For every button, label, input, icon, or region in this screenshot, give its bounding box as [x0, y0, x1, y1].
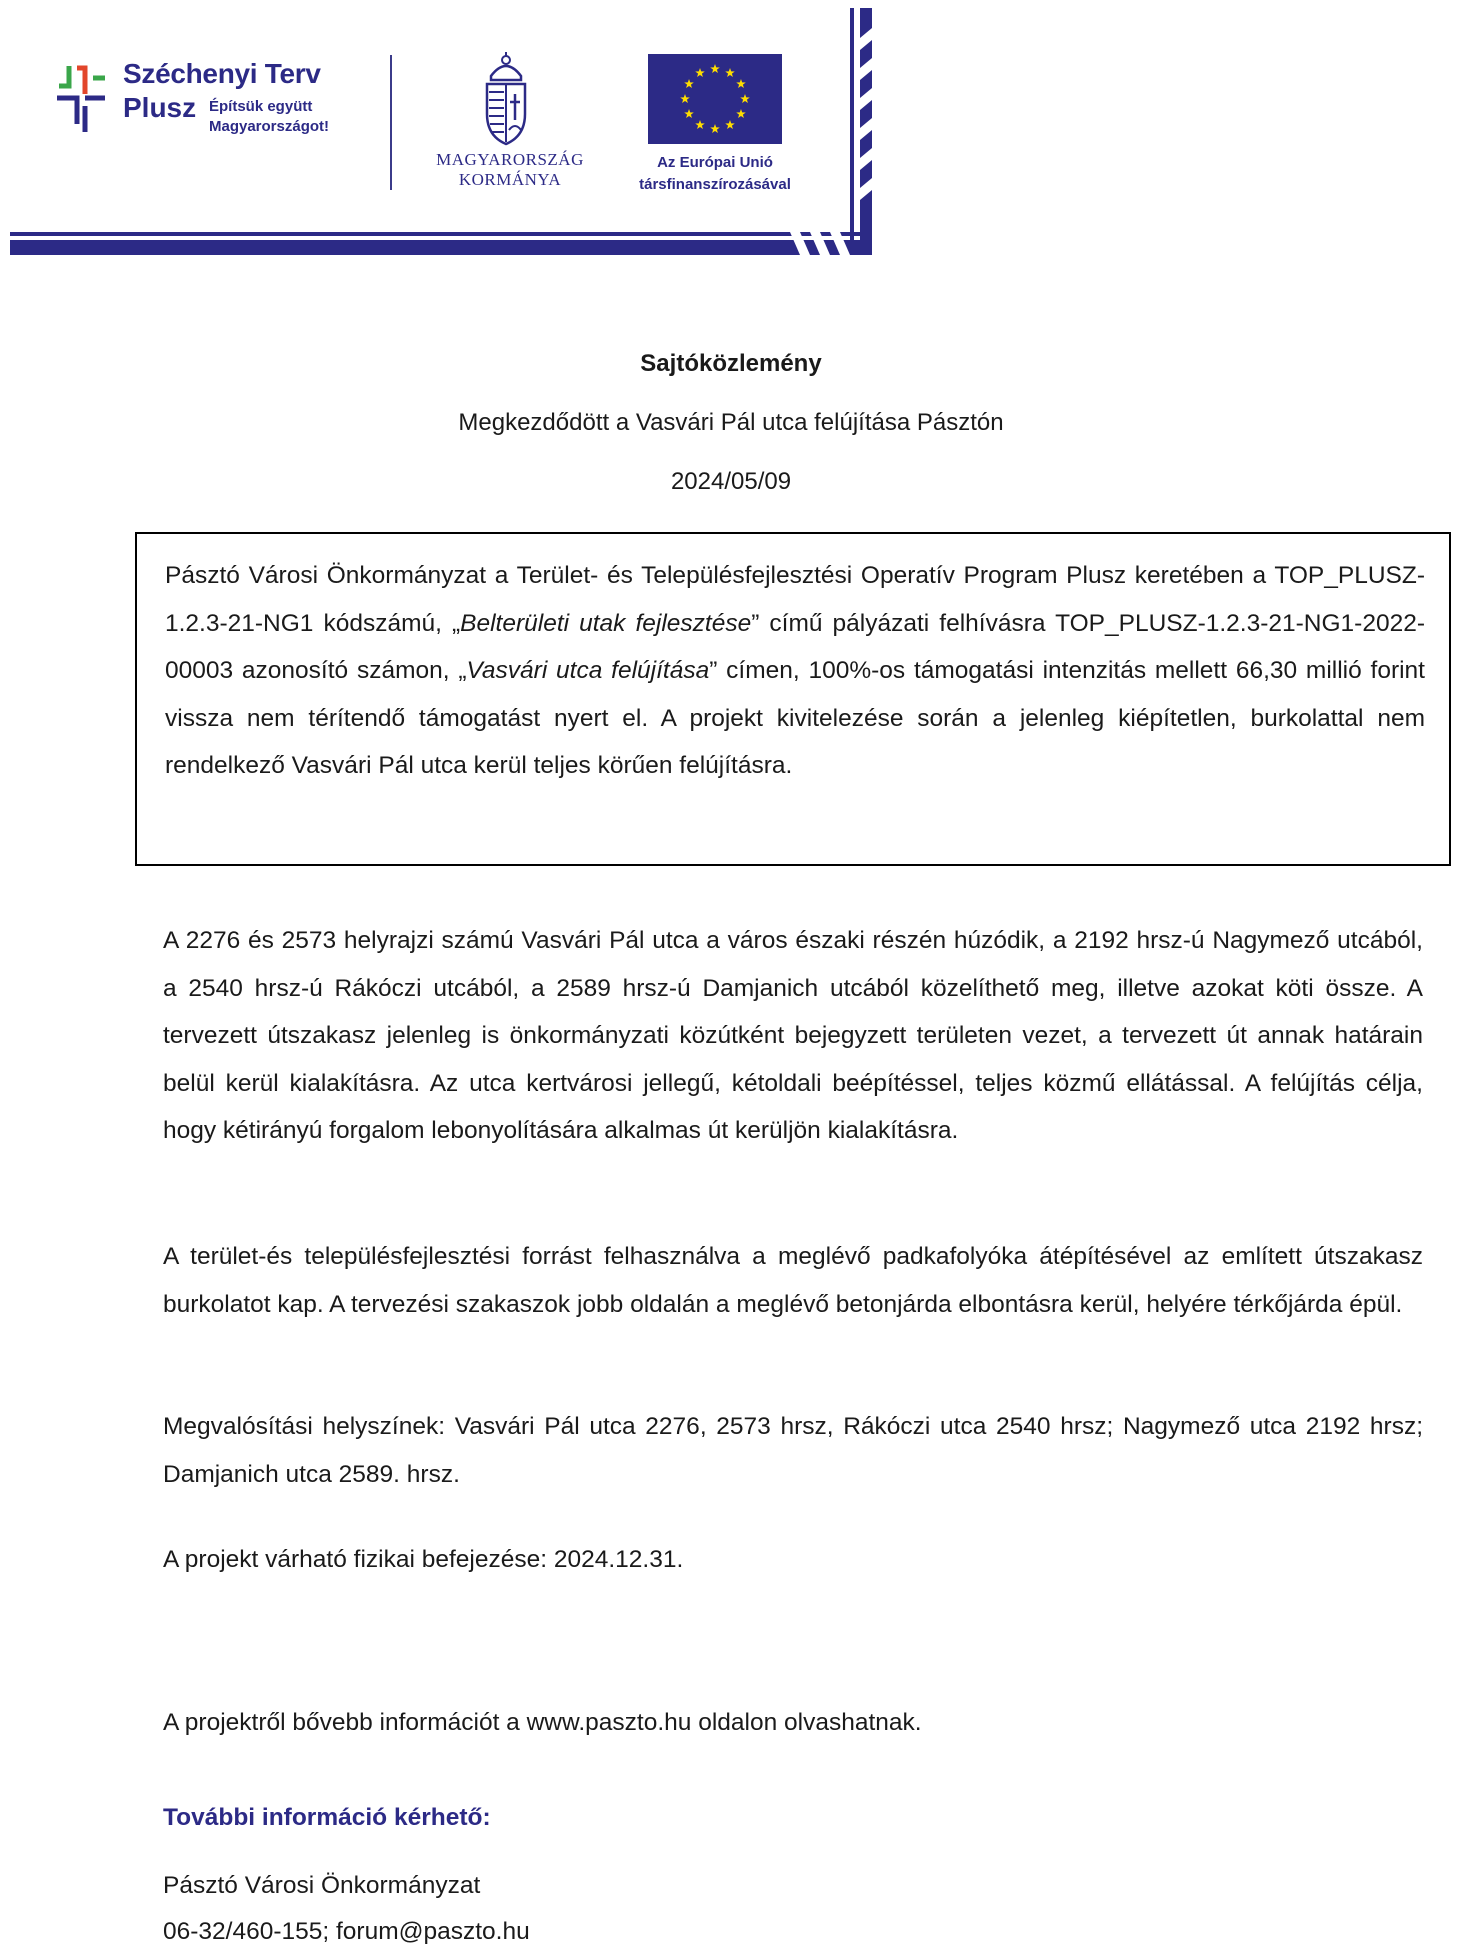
- eu-flag-icon: [648, 54, 782, 144]
- summary-part-2: ” című pályázati felhívásra TOP_PLUSZ-1.2.3-21-NG1-2022-00003 azonosító számon, „: [165, 609, 1425, 684]
- eu-line2: társfinanszírozásával: [639, 176, 791, 193]
- szechenyi-terv-logo: [55, 60, 355, 180]
- completion-date-paragraph: A projekt várható fizikai befejezése: 2024.12.31.: [163, 1546, 684, 1573]
- eu-line1: Az Európai Unió: [657, 154, 773, 171]
- project-summary-box: [135, 532, 1451, 866]
- summary-part-1: Pásztó Városi Önkormányzat a Terület- és Településfejlesztési Operatív Program Plusz keretében a TOP_PLUSZ-1.2.3-21-NG1 kódszámú, „: [165, 562, 1425, 637]
- szechenyi-slogan-line2: Magyarországot!: [209, 118, 330, 135]
- logo-divider: [390, 55, 392, 190]
- more-info-website-paragraph: A projektről bővebb információt a www.paszto.hu oldalon olvashatnak.: [163, 1709, 922, 1736]
- press-release-heading: Sajtóközlemény: [640, 350, 822, 377]
- szechenyi-plus: Plusz: [123, 92, 197, 123]
- locations-paragraph: Megvalósítási helyszínek: Vasvári Pál utca 2276, 2573 hrsz, Rákóczi utca 2540 hrsz; Nagymező utca 2192 hrsz; Damjanich utca 2589. hrsz.: [163, 1413, 1423, 1488]
- contact-details: 06-32/460-155; forum@paszto.hu: [163, 1918, 530, 1945]
- kormany-line2: KORMÁNYA: [458, 170, 562, 189]
- szechenyi-slogan-line1: Építsük együtt: [209, 98, 313, 115]
- kormany-text: [425, 150, 595, 190]
- contact-name: Pásztó Városi Önkormányzat: [163, 1872, 481, 1899]
- works-paragraph: A terület-és településfejlesztési forrást felhasználva a meglévő padkafolyóka átépítésével az említett útszakasz burkolatot kap. A tervezési szakaszok jobb oldalán a meglévő betonjárda elbontásra kerül, helyére térkőjárda épül.: [163, 1243, 1423, 1318]
- magyarorszag-kormanya-logo: [425, 50, 595, 200]
- summary-project-title: Vasvári utca felújítása: [466, 657, 710, 684]
- eu-cofinancing-logo: [626, 54, 826, 204]
- street-description-paragraph: A 2276 és 2573 helyrajzi számú Vasvári Pál utca a város északi részén húzódik, a 2192 hrsz-ú Nagymező utcából, a 2540 hrsz-ú Rákóczi utcából, a 2589 hrsz-ú Damjanich utcából közelíthető meg, illetve azokat köti össze. A tervezett útszakasz jelenleg is önkormányzati közútként bejegyzett területen vezet, a tervezett út annak határain belül kerül kialakításra. Az utca kertvárosi jellegű, kétoldali beépítéssel, teljes közmű ellátással. A felújítás célja, hogy kétirányú forgalom lebonyolítására alkalmas út kerüljön kialakításra.: [163, 927, 1423, 1144]
- summary-call-title: Belterületi utak fejlesztése: [460, 609, 752, 637]
- page-header: [0, 0, 880, 260]
- summary-part-3: ” címen, 100%-os támogatási intenzitás mellett 66,30 millió forint vissza nem térítendő támogatást nyert el. A projekt kivitelezése során a jelenleg kiépítetlen, burkolattal nem rendelkező Vasvári Pál utca kerül teljes körűen felújításra.: [165, 657, 1425, 779]
- press-release-date: 2024/05/09: [670, 468, 792, 495]
- project-summary-text: [165, 552, 1425, 790]
- szechenyi-title: Széchenyi Terv: [123, 58, 321, 89]
- press-release-subtitle: Megkezdődött a Vasvári Pál utca felújítása Pásztón: [458, 409, 1004, 436]
- szechenyi-slogan: [209, 97, 329, 137]
- eu-text: [626, 152, 804, 196]
- more-info-heading: További információ kérhető:: [163, 1804, 491, 1831]
- szechenyi-cross-icon: [55, 64, 107, 134]
- kormany-line1: MAGYARORSZÁG: [436, 150, 584, 169]
- hungarian-coat-of-arms-icon: [477, 50, 535, 146]
